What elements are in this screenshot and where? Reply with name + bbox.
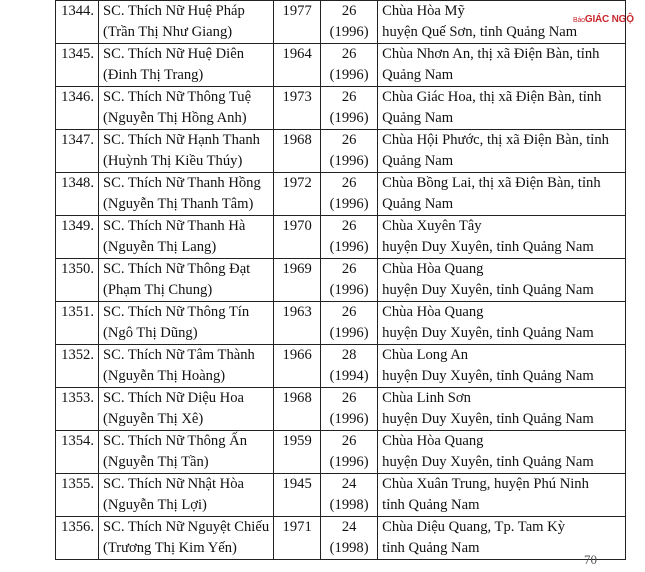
birth-year-cell [274, 130, 321, 173]
vow-count-text: (1996) [329, 67, 369, 83]
table-row [56, 345, 626, 388]
dharma-name-text: SC. Thích Nữ Thông Tín [103, 304, 250, 320]
dharma-name-cell [99, 431, 274, 474]
dharma-name-cell [99, 302, 274, 345]
dharma-name-text: (Đinh Thị Trang) [103, 67, 204, 83]
vow-count-cell [321, 474, 378, 517]
dharma-name-cell [99, 345, 274, 388]
nun-roster-table [55, 0, 626, 560]
temple-address-text: huyện Duy Xuyên, tỉnh Quảng Nam [382, 454, 594, 470]
table-row [56, 1, 626, 44]
table-row [56, 173, 626, 216]
birth-year-cell [274, 259, 321, 302]
entry-number-cell [56, 259, 99, 302]
temple-address-cell [378, 216, 626, 259]
birth-year-text: 1970 [282, 218, 312, 234]
vow-count-cell [321, 173, 378, 216]
temple-address-cell [378, 44, 626, 87]
temple-address-text: Chùa Long An [382, 347, 469, 363]
birth-year-text: 1959 [282, 433, 312, 449]
entry-number-cell [56, 173, 99, 216]
birth-year-cell [274, 345, 321, 388]
temple-address-text: huyện Duy Xuyên, tỉnh Quảng Nam [382, 411, 594, 427]
entry-number-text: 1355. [61, 476, 94, 492]
dharma-name-text: (Nguyễn Thị Hồng Anh) [103, 110, 247, 126]
temple-address-text: Chùa Diệu Quang, Tp. Tam Kỳ [382, 519, 566, 535]
birth-year-cell [274, 517, 321, 560]
temple-address-text: Chùa Hòa Mỹ [382, 3, 465, 19]
vow-count-text: 26 [341, 175, 357, 191]
vow-count-text: 24 [341, 476, 357, 492]
entry-number-text: 1345. [61, 46, 94, 62]
temple-address-text: Quảng Nam [382, 110, 454, 126]
entry-number-cell [56, 44, 99, 87]
temple-address-text: Chùa Hội Phước, thị xã Điện Bàn, tỉnh [382, 132, 609, 148]
temple-address-text: Chùa Xuyên Tây [382, 218, 482, 234]
birth-year-cell [274, 173, 321, 216]
dharma-name-text: SC. Thích Nữ Nguyệt Chiếu [103, 519, 270, 535]
roster-body [56, 1, 626, 560]
dharma-name-text: (Huỳnh Thị Kiều Thúy) [103, 153, 243, 169]
dharma-name-cell [99, 173, 274, 216]
vow-count-text: 26 [341, 46, 357, 62]
birth-year-text: 1945 [282, 476, 312, 492]
vow-count-cell [321, 302, 378, 345]
dharma-name-cell [99, 1, 274, 44]
vow-count-cell [321, 388, 378, 431]
entry-number-text: 1347. [61, 132, 94, 148]
entry-number-text: 1350. [61, 261, 94, 277]
temple-address-text: Chùa Nhơn An, thị xã Điện Bàn, tỉnh [382, 46, 600, 62]
vow-count-text: 26 [341, 433, 357, 449]
dharma-name-cell [99, 87, 274, 130]
dharma-name-text: SC. Thích Nữ Hạnh Thanh [103, 132, 260, 148]
entry-number-cell [56, 388, 99, 431]
temple-address-cell [378, 302, 626, 345]
vow-count-text: (1996) [329, 196, 369, 212]
vow-count-text: (1996) [329, 325, 369, 341]
table-row [56, 87, 626, 130]
table-row [56, 517, 626, 560]
vow-count-cell [321, 1, 378, 44]
temple-address-cell [378, 1, 626, 44]
vow-count-text: (1996) [329, 454, 369, 470]
dharma-name-text: SC. Thích Nữ Thanh Hồng [103, 175, 261, 191]
dharma-name-text: SC. Thích Nữ Thanh Hà [103, 218, 246, 234]
dharma-name-text: (Nguyễn Thị Thanh Tâm) [103, 196, 254, 212]
table-row [56, 302, 626, 345]
vow-count-text: 26 [341, 390, 357, 406]
temple-address-text: huyện Duy Xuyên, tỉnh Quảng Nam [382, 325, 594, 341]
temple-address-text: Chùa Linh Sơn [382, 390, 471, 406]
temple-address-text: Chùa Giác Hoa, thị xã Điện Bàn, tỉnh [382, 89, 602, 105]
dharma-name-text: (Nguyễn Thị Hoàng) [103, 368, 226, 384]
entry-number-text: 1352. [61, 347, 94, 363]
vow-count-text: (1998) [329, 497, 369, 513]
vow-count-text: (1996) [329, 282, 369, 298]
dharma-name-text: SC. Thích Nữ Thông Tuệ [103, 89, 252, 105]
temple-address-cell [378, 388, 626, 431]
vow-count-text: 24 [341, 519, 357, 535]
dharma-name-text: (Nguyễn Thị Tần) [103, 454, 209, 470]
dharma-name-text: SC. Thích Nữ Diệu Hoa [103, 390, 244, 406]
table-row [56, 44, 626, 87]
entry-number-cell [56, 474, 99, 517]
dharma-name-text: SC. Thích Nữ Nhật Hòa [103, 476, 244, 492]
newspaper-watermark: BáoGIÁC NGỘ [573, 14, 634, 25]
entry-number-text: 1348. [61, 175, 94, 191]
table-row [56, 259, 626, 302]
vow-count-text: (1996) [329, 153, 369, 169]
vow-count-cell [321, 216, 378, 259]
birth-year-text: 1971 [282, 519, 312, 535]
birth-year-cell [274, 388, 321, 431]
vow-count-text: 26 [341, 261, 357, 277]
vow-count-text: (1998) [329, 540, 369, 556]
vow-count-text: 26 [341, 132, 357, 148]
dharma-name-text: (Nguyễn Thị Lang) [103, 239, 217, 255]
entry-number-text: 1349. [61, 218, 94, 234]
dharma-name-cell [99, 474, 274, 517]
vow-count-text: (1996) [329, 24, 369, 40]
temple-address-text: Chùa Hòa Quang [382, 433, 484, 449]
birth-year-text: 1972 [282, 175, 312, 191]
entry-number-cell [56, 517, 99, 560]
temple-address-text: Quảng Nam [382, 196, 454, 212]
temple-address-text: Chùa Bồng Lai, thị xã Điện Bàn, tỉnh [382, 175, 601, 191]
entry-number-cell [56, 130, 99, 173]
table-row [56, 388, 626, 431]
entry-number-cell [56, 302, 99, 345]
dharma-name-text: (Ngô Thị Dũng) [103, 325, 198, 341]
vow-count-cell [321, 87, 378, 130]
birth-year-text: 1977 [282, 3, 312, 19]
table-row [56, 216, 626, 259]
entry-number-text: 1356. [61, 519, 94, 535]
dharma-name-text: SC. Thích Nữ Huệ Diên [103, 46, 244, 62]
temple-address-text: tỉnh Quảng Nam [382, 497, 480, 513]
entry-number-cell [56, 431, 99, 474]
table-row [56, 474, 626, 517]
page-number: 70 [584, 552, 597, 567]
birth-year-cell [274, 431, 321, 474]
birth-year-cell [274, 216, 321, 259]
temple-address-cell [378, 87, 626, 130]
temple-address-cell [378, 259, 626, 302]
temple-address-text: tỉnh Quảng Nam [382, 540, 480, 556]
birth-year-text: 1969 [282, 261, 312, 277]
birth-year-text: 1964 [282, 46, 312, 62]
vow-count-text: 26 [341, 89, 357, 105]
birth-year-cell [274, 474, 321, 517]
temple-address-cell [378, 173, 626, 216]
vow-count-cell [321, 130, 378, 173]
temple-address-text: huyện Duy Xuyên, tỉnh Quảng Nam [382, 239, 594, 255]
entry-number-cell [56, 87, 99, 130]
vow-count-cell [321, 517, 378, 560]
vow-count-text: 26 [341, 3, 357, 19]
vow-count-text: (1994) [329, 368, 369, 384]
entry-number-text: 1344. [61, 3, 94, 19]
dharma-name-cell [99, 216, 274, 259]
temple-address-cell [378, 130, 626, 173]
dharma-name-text: SC. Thích Nữ Tâm Thành [103, 347, 255, 363]
entry-number-cell [56, 216, 99, 259]
dharma-name-text: (Nguyễn Thị Lợi) [103, 497, 207, 513]
entry-number-text: 1353. [61, 390, 94, 406]
dharma-name-text: (Trần Thị Như Giang) [103, 24, 233, 40]
dharma-name-cell [99, 259, 274, 302]
birth-year-text: 1968 [282, 132, 312, 148]
dharma-name-text: (Nguyễn Thị Xê) [103, 411, 204, 427]
vow-count-cell [321, 44, 378, 87]
temple-address-text: Quảng Nam [382, 67, 454, 83]
entry-number-text: 1351. [61, 304, 94, 320]
temple-address-cell [378, 474, 626, 517]
entry-number-text: 1354. [61, 433, 94, 449]
vow-count-text: 26 [341, 304, 357, 320]
birth-year-cell [274, 302, 321, 345]
entry-number-cell [56, 1, 99, 44]
vow-count-text: 26 [341, 218, 357, 234]
temple-address-cell [378, 345, 626, 388]
entry-number-text: 1346. [61, 89, 94, 105]
dharma-name-text: SC. Thích Nữ Huệ Pháp [103, 3, 245, 19]
vow-count-cell [321, 259, 378, 302]
dharma-name-cell [99, 388, 274, 431]
birth-year-cell [274, 1, 321, 44]
temple-address-text: Quảng Nam [382, 153, 454, 169]
vow-count-text: 28 [341, 347, 357, 363]
temple-address-text: huyện Quế Sơn, tỉnh Quảng Nam [382, 24, 578, 40]
entry-number-cell [56, 345, 99, 388]
temple-address-text: Chùa Hòa Quang [382, 304, 484, 320]
dharma-name-cell [99, 130, 274, 173]
dharma-name-text: (Trương Thị Kim Yến) [103, 540, 237, 556]
dharma-name-text: SC. Thích Nữ Thông Đạt [103, 261, 251, 277]
temple-address-text: Chùa Hòa Quang [382, 261, 484, 277]
birth-year-text: 1973 [282, 89, 312, 105]
birth-year-text: 1966 [282, 347, 312, 363]
temple-address-text: huyện Duy Xuyên, tỉnh Quảng Nam [382, 368, 594, 384]
birth-year-cell [274, 44, 321, 87]
dharma-name-cell [99, 517, 274, 560]
vow-count-cell [321, 431, 378, 474]
dharma-name-cell [99, 44, 274, 87]
vow-count-text: (1996) [329, 411, 369, 427]
dharma-name-text: SC. Thích Nữ Thông Ấn [103, 433, 247, 449]
table-row [56, 130, 626, 173]
table-row [56, 431, 626, 474]
vow-count-text: (1996) [329, 239, 369, 255]
birth-year-text: 1963 [282, 304, 312, 320]
dharma-name-text: (Phạm Thị Chung) [103, 282, 213, 298]
vow-count-cell [321, 345, 378, 388]
birth-year-text: 1968 [282, 390, 312, 406]
birth-year-cell [274, 87, 321, 130]
vow-count-text: (1996) [329, 110, 369, 126]
temple-address-text: huyện Duy Xuyên, tỉnh Quảng Nam [382, 282, 594, 298]
temple-address-text: Chùa Xuân Trung, huyện Phú Ninh [382, 476, 589, 492]
temple-address-cell [378, 431, 626, 474]
